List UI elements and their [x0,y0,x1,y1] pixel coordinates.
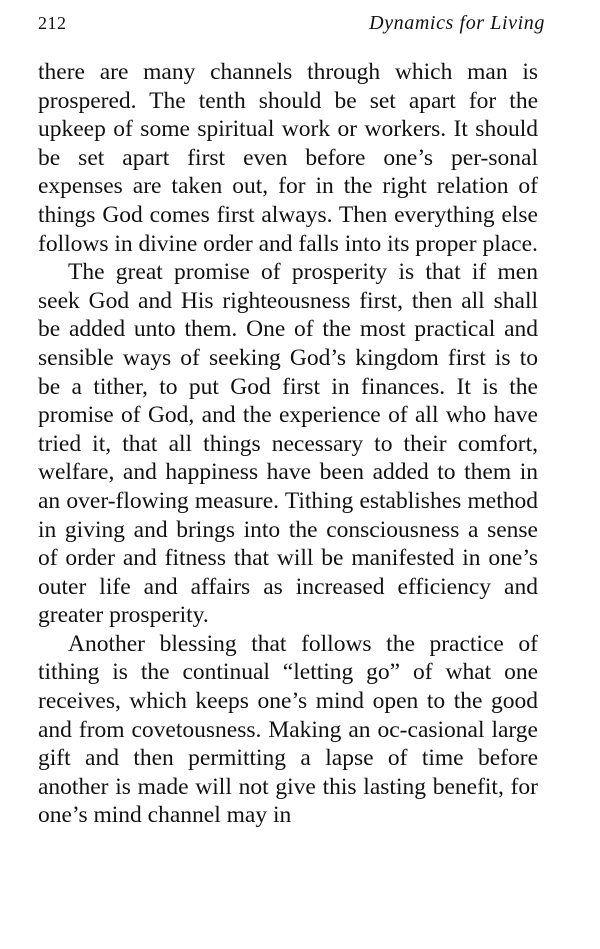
body-text [38,58,538,830]
page-header [38,12,545,42]
page-number: 212 [38,13,67,33]
paragraph-3: Another blessing that follows the practice of tithing is the continual “letting go” of what one receives, which keeps one’s mind open to the good and from covetousness. Making an oc-casional large gift and then permitting a lapse of time before another is made will not give this lasting benefit, for one’s mind channel may in [38,630,538,829]
paragraph-2: The great promise of prosperity is that if men seek God and His righteousness first, then all shall be added unto them. One of the most practical and sensible ways of seeking God’s kingdom first is to be a tither, to put God first in finances. It is the promise of God, and the experience of all who have tried it, that all things necessary to their comfort, welfare, and happiness have been added to them in an over-flowing measure. Tithing establishes method in giving and brings into the consciousness a sense of order and fitness that will be manifested in one’s outer life and affairs as increased efficiency and greater prosperity. [38,259,538,629]
running-title: Dynamics for Living [369,12,545,34]
paragraph-1: there are many channels through which man is prospered. The tenth should be set apart for the upkeep of some spiritual work or workers. It should be set apart first even before one’s per-sonal expenses are taken out, for in the right relation of things God comes first always. Then everything else follows in divine order and falls into its proper place. [38,59,538,257]
